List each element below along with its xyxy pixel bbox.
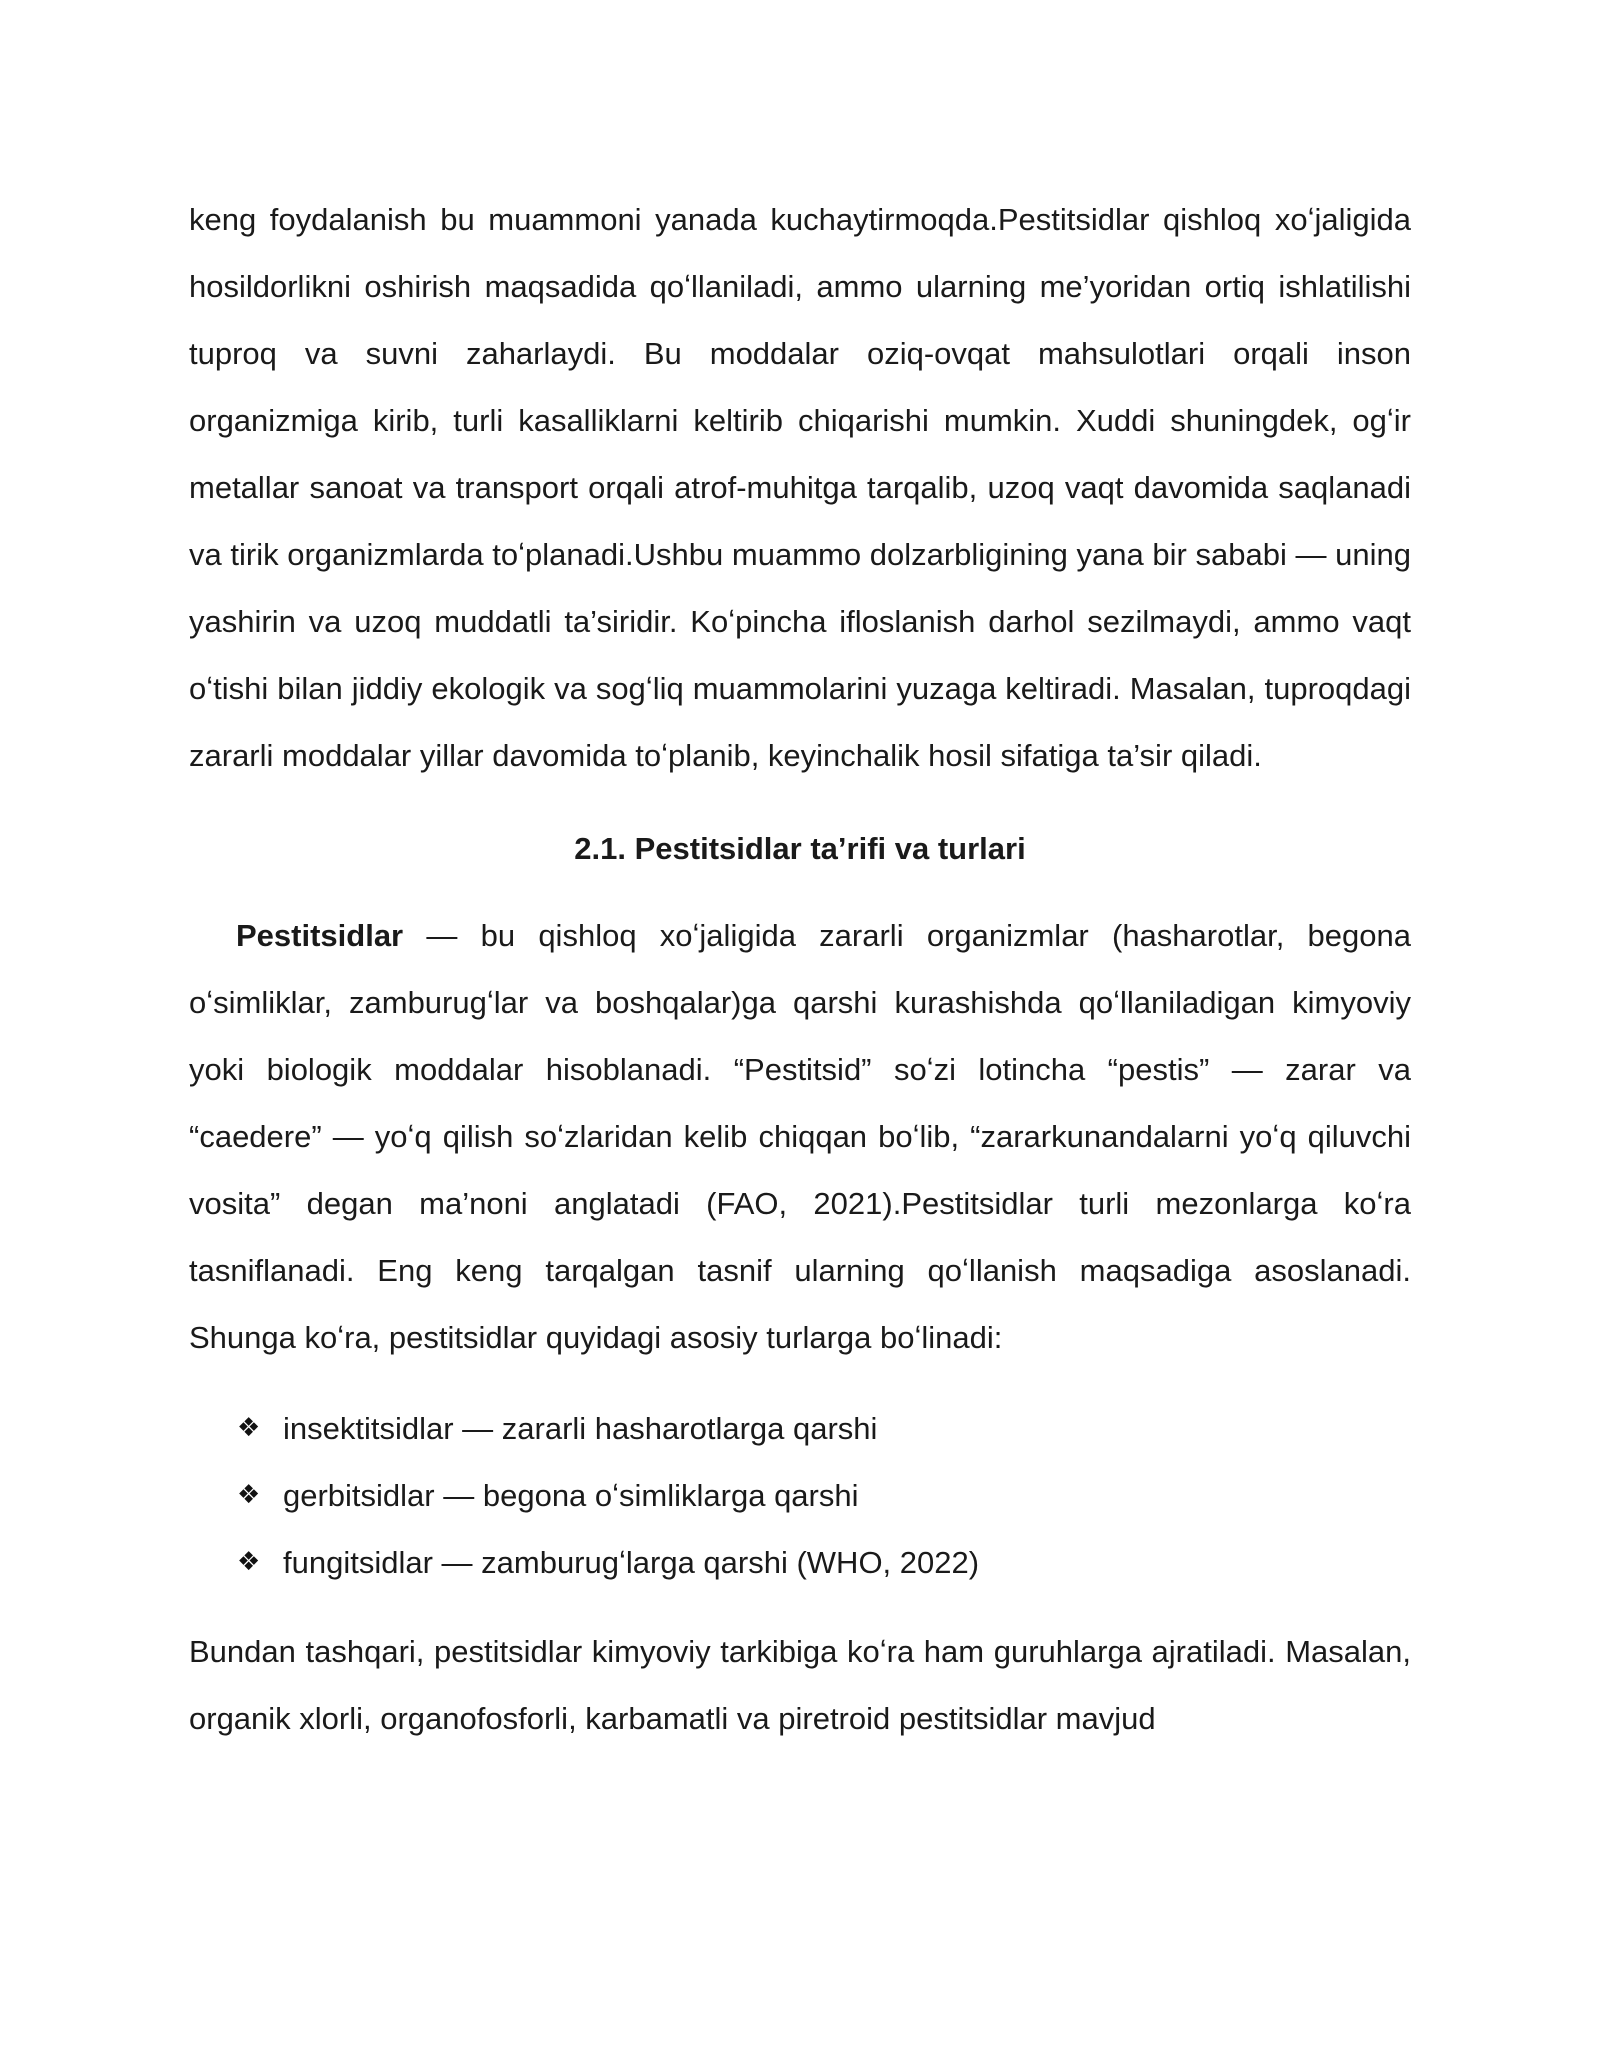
definition-text: — bu qishloq xoʻjaligida zararli organizmlar (hasharotlar, begona oʻsimliklar, zamburugʻlar va boshqalar)ga qarshi kurashishda qoʻllaniladigan kimyoviy yoki biologik moddalar hisoblanadi. “Pestitsid” soʻzi lotincha “pestis” — zarar va “caedere” — yoʻq qilish soʻzlaridan kelib chiqqan boʻlib, “zararkunandalarni yoʻq qiluvchi vosita” degan ma’noni anglatadi (FAO, 2021).Pestitsidlar turli mezonlarga koʻra tasniflanadi. Eng keng tarqalgan tasnif ularning qoʻllanish maqsadiga asoslanadi. Shunga koʻra, pestitsidlar quyidagi asosiy turlarga boʻlinadi:	[189, 918, 1411, 1355]
list-item-text: insektitsidlar — zararli hasharotlarga qarshi	[283, 1411, 878, 1446]
paragraph-intro: keng foydalanish bu muammoni yanada kuchaytirmoqda.Pestitsidlar qishloq xoʻjaligida hosildorlikni oshirish maqsadida qoʻllaniladi, ammo ularning me’yoridan ortiq ishlatilishi tuproq va suvni zaharlaydi. Bu moddalar oziq-ovqat mahsulotlari orqali inson organizmiga kirib, turli kasalliklarni keltirib chiqarishi mumkin. Xuddi shuningdek, ogʻir metallar sanoat va transport orqali atrof-muhitga tarqalib, uzoq vaqt davomida saqlanadi va tirik organizmlarda toʻplanadi.Ushbu muammo dolzarbligining yana bir sababi — uning yashirin va uzoq muddatli ta’siridir. Koʻpincha ifloslanish darhol sezilmaydi, ammo vaqt oʻtishi bilan jiddiy ekologik va sogʻliq muammolarini yuzaga keltiradi. Masalan, tuproqdagi zararli moddalar yillar davomida toʻplanib, keyinchalik hosil sifatiga ta’sir qiladi.	[189, 202, 1411, 773]
diamond-bullet-icon: ❖	[237, 1547, 261, 1577]
paragraph-definition	[189, 902, 1411, 1371]
list-item	[189, 1395, 1411, 1462]
list-item	[189, 1529, 1411, 1596]
diamond-bullet-icon: ❖	[237, 1413, 261, 1443]
paragraph-classification: Bundan tashqari, pestitsidlar kimyoviy tarkibiga koʻra ham guruhlarga ajratiladi. Masalan, organik xlorli, organofosforli, karbamatli va piretroid pestitsidlar mavjud	[189, 1634, 1411, 1736]
bold-term: Pestitsidlar	[236, 918, 404, 953]
diamond-bullet-icon: ❖	[237, 1480, 261, 1510]
list-item-text: gerbitsidlar — begona oʻsimliklarga qarshi	[283, 1478, 859, 1513]
list-item-text: fungitsidlar — zamburugʻlarga qarshi (WHO, 2022)	[283, 1545, 980, 1580]
pesticide-types-list	[189, 1395, 1411, 1596]
section-heading: 2.1. Pestitsidlar ta’rifi va turlari	[574, 831, 1026, 866]
document-page	[189, 186, 1411, 1752]
list-item	[189, 1462, 1411, 1529]
